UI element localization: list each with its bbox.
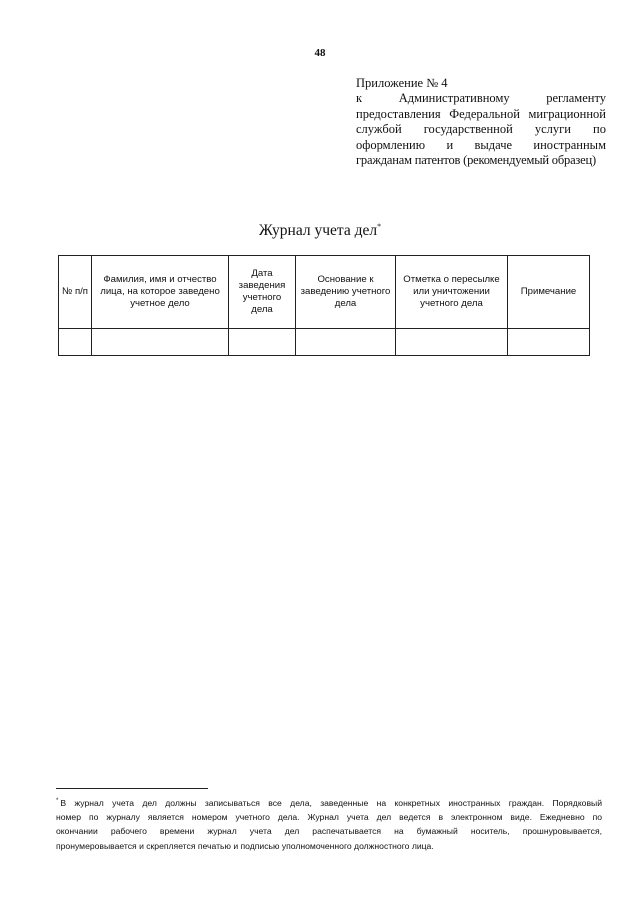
table-cell [396,329,508,356]
appendix-header [356,76,606,168]
table-cell [508,329,590,356]
footnote-line [56,796,602,810]
journal-title [0,222,640,240]
column-header-number: № п/п [59,256,92,329]
footnote-divider [56,788,208,789]
column-header-date: Дата заведения учетного дела [229,256,296,329]
table-cell [229,329,296,356]
appendix-line: Приложение № 4 [356,76,448,90]
journal-table [58,255,590,356]
footnote-line-text: В журнал учета дел должны записываться все дела, заведенные на конкретных иностранных граждан. Порядковый [60,798,602,808]
footnote-line: окончании рабочего времени журнал учета дел распечатывается на бумажный носитель, прошнуровывается, [56,826,602,837]
appendix-line: оформлению и выдаче иностранным [356,137,606,152]
appendix-line: гражданам патентов (рекомендуемый образец) [356,153,596,168]
table-header-row [59,256,590,329]
footnote [56,796,602,853]
footnote-line: пронумеровывается и скрепляется печатью и подписью уполномоченного должностного лица. [56,840,434,851]
appendix-line: предоставления Федеральной миграционной [356,106,606,121]
column-header-basis: Основание к заведению учетного дела [296,256,396,329]
journal-title-text: Журнал учета дел [258,222,378,239]
column-header-forwarding-mark: Отметка о пересылке или уничтожении учетного дела [396,256,508,329]
column-header-full-name: Фамилия, имя и отчество лица, на которое заведено учетное дело [92,256,229,329]
table-cell [59,329,92,356]
table-cell [92,329,229,356]
column-header-note: Примечание [508,256,590,329]
table-row [59,329,590,356]
page-number: 48 [314,47,326,59]
footnote-marker: * [377,221,382,231]
table-cell [296,329,396,356]
appendix-line: к Административному регламенту [356,91,606,106]
appendix-line: службой государственной услуги по [356,122,606,137]
footnote-line: номер по журналу является номером учетного дела. Журнал учета дел ведется в электронном виде. Ежедневно по [56,812,602,823]
footnote-marker: * [56,798,59,805]
